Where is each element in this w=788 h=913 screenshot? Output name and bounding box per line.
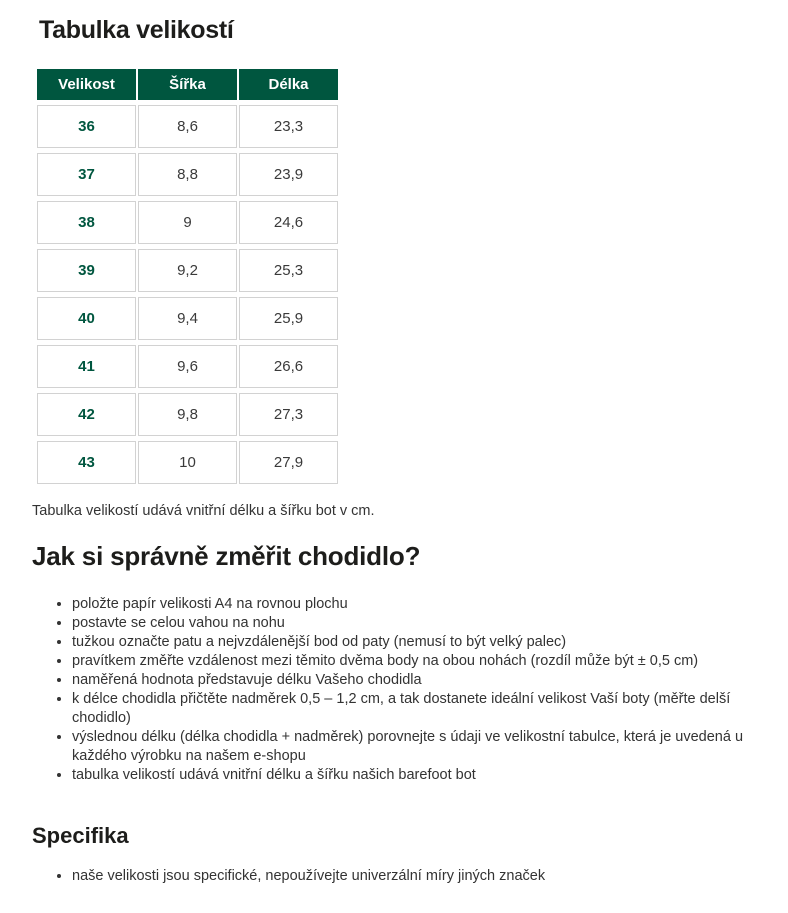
table-note: Tabulka velikostí udává vnitřní délku a šířku bot v cm. [32,503,375,519]
length-cell: 24,6 [239,201,338,244]
length-cell: 26,6 [239,345,338,388]
width-cell: 8,8 [138,153,237,196]
list-item: • k délce chodidla přičtěte nadměrek 0,5 – 1,2 cm, a tak dostanete ideální velikost Vaší boty (měřte delší chodidlo) [72,690,757,728]
measure-steps-list [32,595,757,785]
width-cell: 9,2 [138,249,237,292]
list-item: • pravítkem změřte vzdálenost mezi těmito dvěma body na obou nohách (rozdíl může být ± 0,5 cm) [72,652,757,671]
table-row [37,201,338,244]
list-item: • postavte se celou vahou na nohu [72,614,757,633]
page-title: Tabulka velikostí [39,16,234,44]
size-cell: 36 [37,105,136,148]
list-item: • tužkou označte patu a nejvzdálenější bod od paty (nemusí to být velký palec) [72,633,757,652]
width-cell: 10 [138,441,237,484]
table-row [37,441,338,484]
size-cell: 41 [37,345,136,388]
table-row [37,345,338,388]
width-cell: 9,6 [138,345,237,388]
length-cell: 25,3 [239,249,338,292]
specifika-heading: Specifika [32,823,129,848]
table-row [37,153,338,196]
list-item: • tabulka velikostí udává vnitřní délku a šířku našich barefoot bot [72,766,757,785]
list-item: • naměřená hodnota představuje délku Vašeho chodidla [72,671,757,690]
size-table [35,64,340,489]
width-cell: 9 [138,201,237,244]
length-cell: 23,3 [239,105,338,148]
length-cell: 25,9 [239,297,338,340]
width-cell: 9,8 [138,393,237,436]
size-cell: 42 [37,393,136,436]
width-cell: 9,4 [138,297,237,340]
length-cell: 27,9 [239,441,338,484]
size-cell: 39 [37,249,136,292]
list-item: • naše velikosti jsou specifické, nepoužívejte univerzální míry jiných značek [72,867,757,886]
table-row [37,105,338,148]
header-size: Velikost [37,69,136,100]
header-width: Šířka [138,69,237,100]
size-cell: 37 [37,153,136,196]
width-cell: 8,6 [138,105,237,148]
list-item: • výslednou délku (délka chodidla + nadměrek) porovnejte s údaji ve velikostní tabulce, která je uvedená u každého výrobku na našem e-shopu [72,728,757,766]
size-cell: 38 [37,201,136,244]
size-cell: 40 [37,297,136,340]
table-row [37,249,338,292]
size-cell: 43 [37,441,136,484]
list-item: • položte papír velikosti A4 na rovnou plochu [72,595,757,614]
header-length: Délka [239,69,338,100]
length-cell: 23,9 [239,153,338,196]
length-cell: 27,3 [239,393,338,436]
specifika-list [32,867,757,886]
measure-heading: Jak si správně změřit chodidlo? [32,541,421,571]
table-row [37,393,338,436]
table-row [37,297,338,340]
table-header-row [37,69,338,100]
